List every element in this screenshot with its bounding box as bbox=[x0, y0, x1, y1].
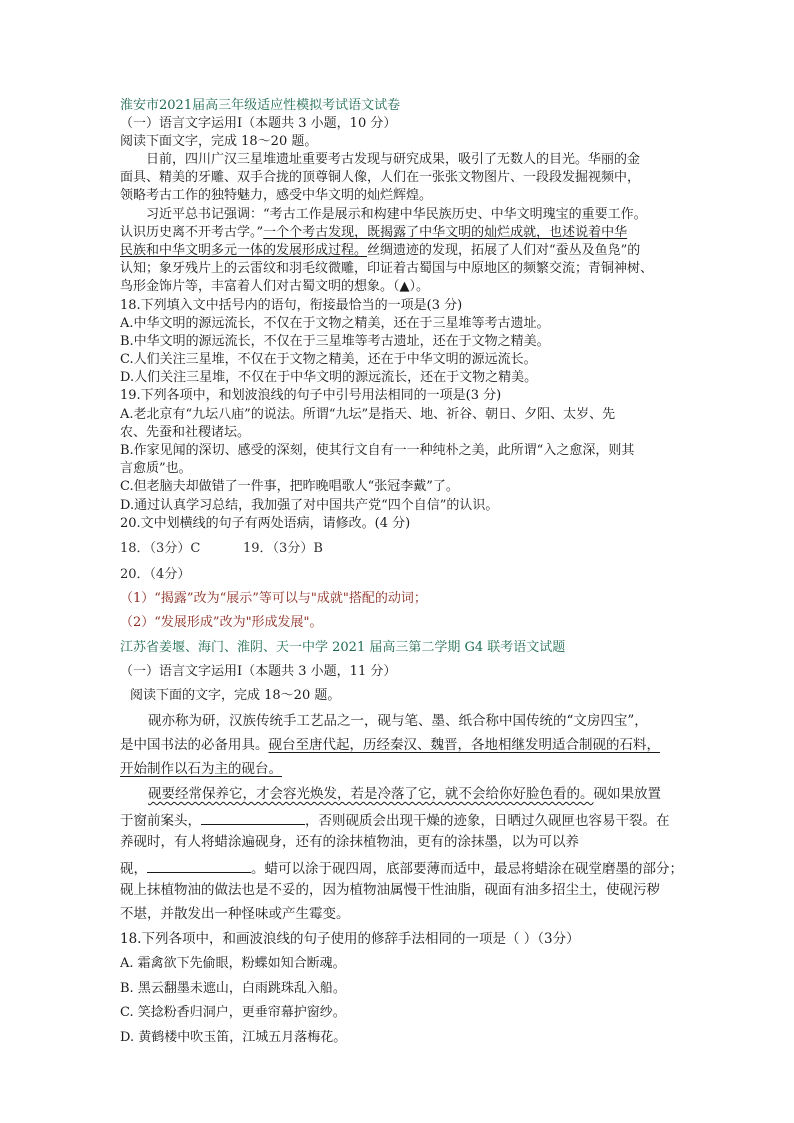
text-span: 。蜡可以涂于砚四周，底部要薄而适中，最忌将蜡涂在砚堂磨墨的部分； bbox=[251, 861, 683, 877]
underlined-sentence: 砚台至唐代起，历经秦汉、魏晋，各地相继发明适合制砚的石料， bbox=[268, 737, 660, 753]
doc2-title: 江苏省姜堰、海门、淮阴、天一中学 2021 届高三第二学期 G4 联考语文试题 bbox=[120, 640, 566, 655]
doc2-instruction: 阅读下面的文字，完成 18～20 题。 bbox=[130, 688, 341, 703]
doc2-question-18: 18.下列各项中，和画波浪线的句子使用的修辞手法相同的一项是（ ）（3分） bbox=[120, 931, 580, 947]
doc2-para2-line bbox=[120, 858, 683, 878]
doc1-para2-line: 认知；象牙残片上的云雷纹和羽毛纹微雕，印证着古蜀国与中原地区的频繁交流；青铜神树、 bbox=[120, 261, 654, 276]
fill-in-blank[interactable] bbox=[201, 810, 305, 825]
doc2-para1-line bbox=[120, 737, 660, 754]
text-span: 认识历史离不开考古学。” bbox=[120, 225, 264, 240]
fill-in-blank[interactable] bbox=[147, 858, 251, 873]
doc2-para2-line bbox=[148, 786, 661, 803]
answer-19: 19．（3分）B bbox=[243, 541, 323, 556]
doc2-section-heading: （一）语言文字运用Ⅰ（本题共 3 小题，11 分） bbox=[120, 664, 397, 679]
doc2-para1-line: 砚亦称为研，汉族传统手工艺品之一，砚与笔、墨、纸合称中国传统的“文房四宝”， bbox=[148, 713, 648, 729]
doc1-q19-option: D.通过认真学习总结，我加强了对中国共产党“四个自信”的认识。 bbox=[120, 498, 499, 513]
doc2-q18-option: D. 黄鹤楼中吹玉笛，江城五月落梅花。 bbox=[120, 1030, 347, 1045]
doc1-q18-option: A.中华文明的源远流长，不仅在于文物之精美，还在于三星堆等考古遗址。 bbox=[120, 316, 550, 331]
doc2-q18-option: B. 黑云翻墨未遮山，白雨跳珠乱入船。 bbox=[120, 981, 346, 996]
doc2-q18-option: C. 笑捻粉香归洞户，更垂帘幕护窗纱。 bbox=[120, 1005, 346, 1020]
doc1-para2-line: 习近平总书记强调：“考古工作是展示和构建中华民族历史、中华文明瑰宝的重要工作。 bbox=[146, 207, 647, 222]
doc1-question-20: 20.文中划横线的句子有两处语病，请修改。(4 分) bbox=[120, 516, 411, 531]
doc1-q19-option: 农、先蚕和社稷诸坛。 bbox=[120, 425, 251, 440]
underlined-sentence: 开始制作以石为主的砚台。 bbox=[120, 761, 282, 777]
doc2-para1-line bbox=[120, 761, 282, 778]
text-span: 砚如果放置 bbox=[593, 786, 661, 802]
doc2-para2-line bbox=[120, 810, 670, 830]
doc1-para1-line: 日前，四川广汉三星堆遗址重要考古发现与研究成果，吸引了无数人的目光。华丽的金 bbox=[146, 152, 641, 167]
doc2-para2-line: 养砚时，有人将蜡涂遍砚身，还有的涂抹植物油，更有的涂抹墨，以为可以养 bbox=[120, 834, 579, 850]
doc1-q19-option: 言愈质”也。 bbox=[120, 461, 192, 476]
doc1-title: 淮安市2021届高三年级适应性模拟考试语文试卷 bbox=[120, 98, 401, 113]
doc1-instruction: 阅读下面文字，完成 18～20 题。 bbox=[120, 134, 318, 149]
doc1-q19-option: B.作家见闻的深切、感受的深刻，使其行文自有一一种纯朴之美，此所谓“入之愈深，则其 bbox=[120, 443, 635, 458]
doc1-para1-line: 面具、精美的牙雕、双手合拢的顶尊铜人像，人们在一张张文物图片、一段段发掘视频中， bbox=[120, 170, 641, 185]
text-span: 是中国书法的必备用具。 bbox=[120, 737, 269, 753]
text-span: 丝绸遗迹的发现，拓展了人们对“蚕丛及鱼凫”的 bbox=[367, 243, 641, 258]
doc1-q19-option: A.老北京有“九坛八庙”的说法。所谓“九坛”是指天、地、祈谷、朝日、夕阳、太岁、先 bbox=[120, 407, 616, 422]
doc1-q19-option: C.但老脑夫却做错了一件事，把昨晚唱歌人“张冠李戴”了。 bbox=[120, 479, 459, 494]
doc2-para2-line: 砚上抹植物油的做法也是不妥的，因为植物油属慢干性油脂，砚面有油多招尘土，使砚污秽 bbox=[120, 882, 660, 898]
doc1-para2-line bbox=[120, 224, 627, 241]
text-span: 砚， bbox=[120, 861, 147, 877]
answer-20-item: （1）“揭露”改为“展示”等可以与"成就"搭配的动词； bbox=[120, 591, 427, 606]
doc1-q18-option: C.人们关注三星堆，不仅在于文物之精美，还在于中华文明的源远流长。 bbox=[120, 352, 537, 367]
doc1-q18-option: D.人们关注三星堆，不仅在于中华文明的源远流长，还在于文物之精美。 bbox=[120, 370, 538, 385]
doc1-q18-option: B.中华文明的源远流长，不仅在于三星堆等考古遗址，还在于文物之精美。 bbox=[120, 334, 550, 349]
underlined-sentence: 民族和中华文明多元一体的发展形成过程。 bbox=[120, 243, 368, 258]
wavy-underlined-sentence: 砚要经常保养它，才会容光焕发，若是冷落了它，就不会给你好脸色看的。 bbox=[148, 786, 594, 802]
doc1-para2-line bbox=[120, 242, 640, 259]
doc1-question-18: 18.下列填入文中括号内的语句，衔接最恰当的一项是(3 分) bbox=[120, 298, 463, 313]
answer-20-item: （2）“发展形成”改为"形成发展"。 bbox=[120, 615, 323, 630]
doc1-section-heading: （一）语言文字运用Ⅰ（本题共 3 小题，10 分） bbox=[120, 116, 397, 131]
answer-20: 20．（4分） bbox=[120, 567, 191, 582]
doc1-question-19: 19.下列各项中，和划波浪线的句子中引号用法相同的一项是(3 分) bbox=[120, 388, 502, 403]
doc1-para2-line: 鸟形金饰片等，丰富着人们对古蜀文明的想象。（▲）。 bbox=[120, 279, 429, 294]
text-span: 于窗前案头， bbox=[120, 813, 201, 829]
doc1-para1-line: 领略考古工作的独特魅力，感受中华文明的灿烂辉煌。 bbox=[120, 188, 433, 203]
text-span: ，否则砚质会出现干燥的迹象，日晒过久砚匣也容易干裂。在 bbox=[305, 813, 670, 829]
doc2-para2-line: 不堪，并散发出一种怪味或产生霉变。 bbox=[120, 906, 350, 922]
underlined-sentence: 一个个考古发现，既揭露了中华文明的灿烂成就，也述说着中华 bbox=[263, 225, 628, 240]
doc2-q18-option: A. 霜禽欲下先偷眼，粉蝶如知合断魂。 bbox=[120, 956, 346, 971]
answer-18: 18．（3分）C bbox=[120, 541, 201, 556]
